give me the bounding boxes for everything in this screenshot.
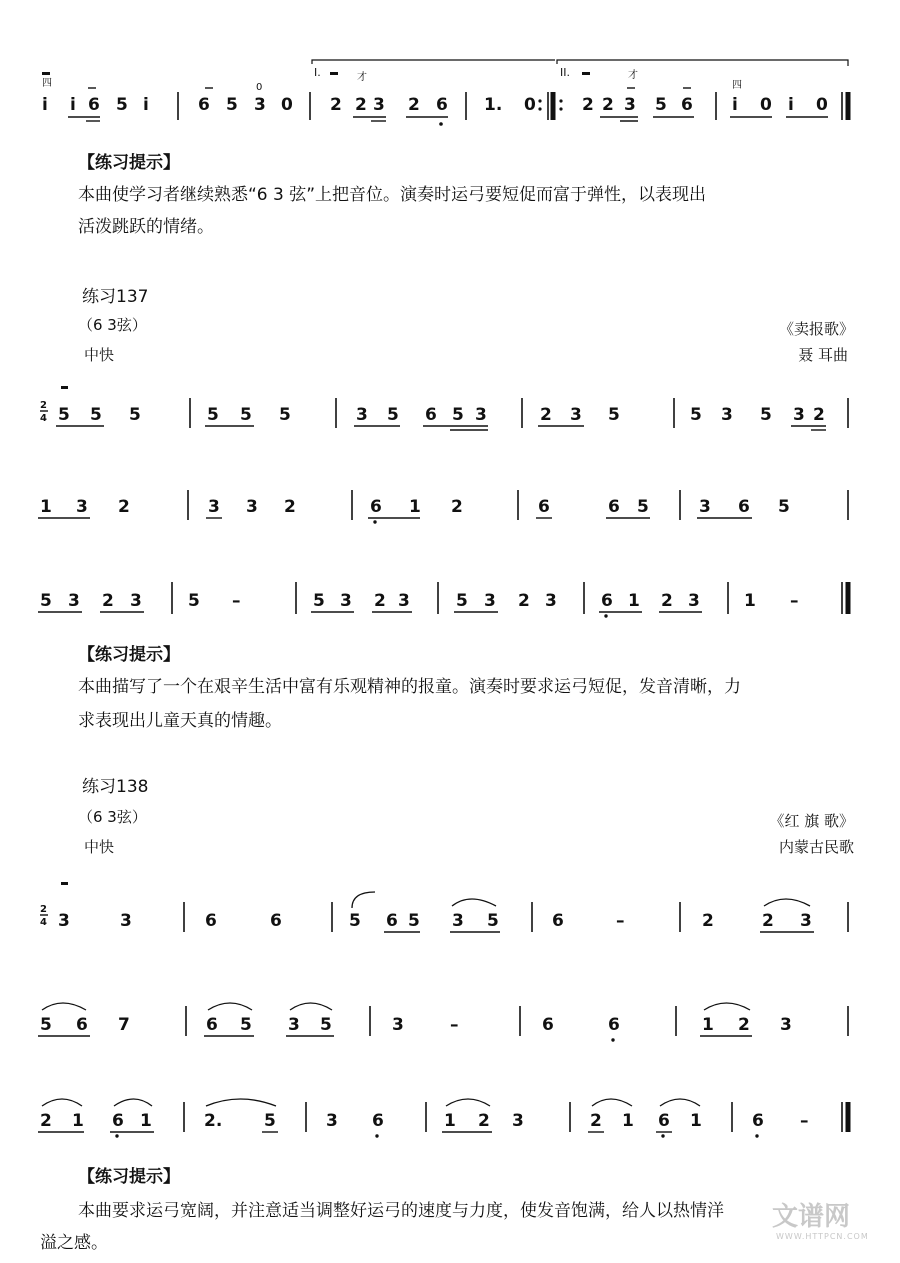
svg-text:3: 3	[699, 497, 711, 517]
svg-text:6: 6	[552, 911, 564, 931]
svg-text:6: 6	[608, 497, 620, 517]
tip-text-line: 活泼跳跃的情绪。	[78, 217, 214, 237]
note: 2	[408, 95, 420, 115]
svg-text:6: 6	[386, 911, 398, 931]
note: 3	[624, 95, 636, 115]
svg-text:2: 2	[540, 405, 552, 425]
svg-text:6: 6	[542, 1015, 554, 1035]
svg-text:3: 3	[208, 497, 220, 517]
svg-text:才: 才	[357, 72, 367, 83]
note: 0	[760, 95, 772, 115]
svg-text:6: 6	[112, 1111, 124, 1131]
svg-text:6: 6	[205, 911, 217, 931]
svg-text:2: 2	[102, 591, 114, 611]
svg-text:3: 3	[688, 591, 700, 611]
svg-text:5: 5	[408, 911, 420, 931]
string-label: （6 3弦）	[78, 808, 147, 826]
row-3	[38, 1099, 848, 1138]
svg-text:2: 2	[118, 497, 130, 517]
svg-text:6: 6	[658, 1111, 670, 1131]
time-sig-bottom: 4	[40, 413, 47, 424]
tip-text-line: 本曲描写了一个在艰辛生活中富有乐观精神的报童。演奏时要求运弓短促，发音清晰，力	[78, 677, 741, 697]
note: 1.	[484, 95, 503, 115]
svg-text:1: 1	[444, 1111, 456, 1131]
svg-text:2: 2	[374, 591, 386, 611]
svg-text:5: 5	[207, 405, 219, 425]
svg-text:3: 3	[392, 1015, 404, 1035]
svg-text:3: 3	[76, 497, 88, 517]
svg-text:3: 3	[512, 1111, 524, 1131]
note: i	[788, 95, 794, 115]
time-sig-top: 2	[40, 904, 47, 915]
note: i	[143, 95, 149, 115]
svg-text:1: 1	[40, 497, 52, 517]
svg-text:5: 5	[313, 591, 325, 611]
watermark-logo: 文谱网	[772, 1202, 851, 1232]
svg-text:5: 5	[690, 405, 702, 425]
svg-text:6: 6	[76, 1015, 88, 1035]
svg-text:3: 3	[326, 1111, 338, 1131]
svg-text:5: 5	[487, 911, 499, 931]
svg-text:6: 6	[425, 405, 437, 425]
time-sig-top: 2	[40, 400, 47, 411]
svg-text:1: 1	[690, 1111, 702, 1131]
bowing-marks	[42, 68, 742, 93]
svg-text:5: 5	[320, 1015, 332, 1035]
svg-text:1: 1	[72, 1111, 84, 1131]
svg-text:–: –	[450, 1015, 459, 1035]
row-1	[58, 882, 848, 932]
svg-text:2: 2	[813, 405, 825, 425]
svg-text:3: 3	[570, 405, 582, 425]
svg-text:2: 2	[284, 497, 296, 517]
tip-text-line: 本曲要求运弓宽阔，并注意适当调整好运弓的速度与力度，使发音饱满，给人以热情洋	[78, 1201, 724, 1221]
score-138	[0, 870, 900, 1170]
svg-text:5: 5	[452, 405, 464, 425]
svg-text:5: 5	[40, 591, 52, 611]
tip-heading: 【练习提示】	[78, 153, 180, 173]
top-measure-3	[330, 95, 448, 126]
svg-text:6: 6	[608, 1015, 620, 1035]
svg-text:3: 3	[356, 405, 368, 425]
note: 5	[116, 95, 128, 115]
volta-2-label: II.	[560, 66, 570, 79]
svg-text:6: 6	[538, 497, 550, 517]
svg-text:2: 2	[451, 497, 463, 517]
svg-text:6: 6	[752, 1111, 764, 1131]
svg-text:1: 1	[744, 591, 756, 611]
svg-text:3: 3	[452, 911, 464, 931]
top-measure-4	[484, 95, 542, 115]
svg-text:5: 5	[264, 1111, 276, 1131]
svg-text:–: –	[800, 1111, 809, 1131]
svg-text:5: 5	[456, 591, 468, 611]
note: 5	[655, 95, 667, 115]
row-1	[56, 386, 848, 430]
svg-text:6: 6	[738, 497, 750, 517]
svg-text:2: 2	[478, 1111, 490, 1131]
svg-text:6: 6	[372, 1111, 384, 1131]
tip-heading: 【练习提示】	[78, 645, 180, 665]
row-3	[38, 582, 848, 618]
top-score-line	[0, 0, 900, 140]
tempo-label: 中快	[84, 838, 115, 856]
note: 0	[816, 95, 828, 115]
time-sig-bottom: 4	[40, 917, 47, 928]
svg-text:3: 3	[68, 591, 80, 611]
svg-text:5: 5	[608, 405, 620, 425]
svg-text:5: 5	[58, 405, 70, 425]
top-measure-2	[198, 95, 293, 115]
svg-text:5: 5	[760, 405, 772, 425]
exercise-title: 练习138	[82, 777, 149, 797]
note: 0	[524, 95, 536, 115]
svg-text:6: 6	[370, 497, 382, 517]
svg-text:3: 3	[340, 591, 352, 611]
composer: 内蒙古民歌	[778, 838, 854, 856]
tip-text-line: 本曲使学习者继续熟悉“6 3 弦”上把音位。演奏时运弓要短促而富于弹性，以表现出	[78, 185, 707, 205]
note: 6	[436, 95, 448, 115]
note: i	[732, 95, 738, 115]
svg-text:5: 5	[40, 1015, 52, 1035]
svg-text:7: 7	[118, 1015, 130, 1035]
tip-heading: 【练习提示】	[78, 1167, 180, 1187]
tempo-label: 中快	[84, 346, 115, 364]
svg-text:3: 3	[800, 911, 812, 931]
svg-text:3: 3	[793, 405, 805, 425]
svg-text:1: 1	[622, 1111, 634, 1131]
song-title: 《卖报歌》	[778, 320, 854, 338]
svg-text:5: 5	[279, 405, 291, 425]
svg-text:四: 四	[732, 80, 742, 91]
svg-text:5: 5	[129, 405, 141, 425]
note: 2	[355, 95, 367, 115]
svg-text:3: 3	[58, 911, 70, 931]
svg-text:5: 5	[90, 405, 102, 425]
svg-text:3: 3	[120, 911, 132, 931]
row-2	[38, 1003, 848, 1042]
svg-text:2: 2	[518, 591, 530, 611]
svg-text:2: 2	[661, 591, 673, 611]
svg-text:3: 3	[475, 405, 487, 425]
svg-text:2.: 2.	[204, 1111, 223, 1131]
svg-text:3: 3	[246, 497, 258, 517]
watermark-url: WWW.HTTPCN.COM	[776, 1232, 869, 1241]
svg-text:5: 5	[387, 405, 399, 425]
svg-text:1: 1	[702, 1015, 714, 1035]
svg-text:5: 5	[240, 405, 252, 425]
note: 6	[88, 95, 100, 115]
svg-text:–: –	[616, 911, 625, 931]
svg-text:2: 2	[590, 1111, 602, 1131]
svg-text:6: 6	[601, 591, 613, 611]
song-title: 《红 旗 歌》	[769, 812, 854, 830]
note: 6	[681, 95, 693, 115]
svg-text:–: –	[790, 591, 799, 611]
note: 2	[330, 95, 342, 115]
note: 6	[198, 95, 210, 115]
svg-text:0: 0	[256, 82, 263, 93]
note: i	[42, 95, 48, 115]
svg-text:3: 3	[484, 591, 496, 611]
note: 5	[226, 95, 238, 115]
note: 3	[254, 95, 266, 115]
top-measure-5	[582, 95, 694, 121]
top-measure-6	[730, 95, 828, 117]
svg-text:1: 1	[140, 1111, 152, 1131]
svg-text:3: 3	[288, 1015, 300, 1035]
svg-text:5: 5	[778, 497, 790, 517]
composer: 聂 耳曲	[798, 346, 848, 364]
svg-text:5: 5	[637, 497, 649, 517]
svg-text:6: 6	[270, 911, 282, 931]
svg-text:6: 6	[206, 1015, 218, 1035]
volta-1-bracket	[312, 60, 555, 64]
note: 2	[582, 95, 594, 115]
exercise-title: 练习137	[82, 287, 149, 307]
svg-text:3: 3	[545, 591, 557, 611]
svg-text:才: 才	[628, 70, 638, 81]
svg-text:2: 2	[762, 911, 774, 931]
top-measure-1	[42, 95, 149, 121]
volta-1-label: I.	[314, 66, 321, 79]
svg-text:3: 3	[130, 591, 142, 611]
svg-text:2: 2	[702, 911, 714, 931]
svg-text:3: 3	[721, 405, 733, 425]
svg-text:1: 1	[409, 497, 421, 517]
svg-text:3: 3	[398, 591, 410, 611]
svg-text:5: 5	[349, 911, 361, 931]
note: 0	[281, 95, 293, 115]
note: 3	[373, 95, 385, 115]
row-2	[38, 490, 848, 524]
svg-text:1: 1	[628, 591, 640, 611]
svg-text:5: 5	[188, 591, 200, 611]
svg-text:–: –	[232, 591, 241, 611]
svg-text:2: 2	[738, 1015, 750, 1035]
string-label: （6 3弦）	[78, 316, 147, 334]
volta-2-bracket	[557, 60, 848, 66]
tip-text-line: 求表现出儿童天真的情趣。	[78, 711, 282, 731]
svg-text:3: 3	[780, 1015, 792, 1035]
tip-text-line: 溢之感。	[40, 1233, 108, 1253]
note: 2	[602, 95, 614, 115]
svg-text:2: 2	[40, 1111, 52, 1131]
svg-text:5: 5	[240, 1015, 252, 1035]
svg-text:四: 四	[42, 78, 52, 89]
note: i	[70, 95, 76, 115]
